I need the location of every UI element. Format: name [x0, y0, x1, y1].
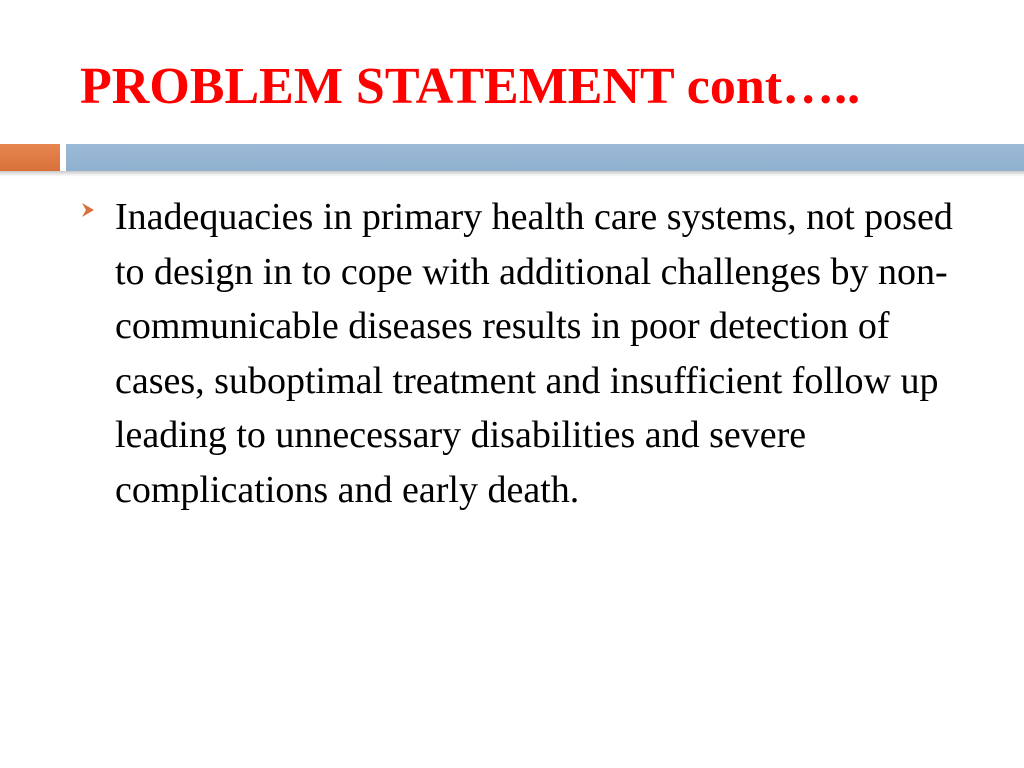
- title-accent-shadow: [0, 171, 1024, 177]
- bullet-text: Inadequacies in primary health care systems, not posed to design in to cope with additional challenges by non-communicable diseases results in poor detection of cases, suboptimal treatment and insufficient follow up leading to unnecessary disabilities and severe complications and early death.: [115, 196, 953, 511]
- bullet-item: [78, 190, 978, 517]
- title-accent-bar-blue: [66, 144, 1024, 171]
- title-accent-bar-orange: [0, 144, 60, 171]
- arrowhead-bullet-icon: [81, 202, 95, 218]
- slide-body: [78, 190, 978, 517]
- slide-title: PROBLEM STATEMENT cont…..: [80, 58, 861, 115]
